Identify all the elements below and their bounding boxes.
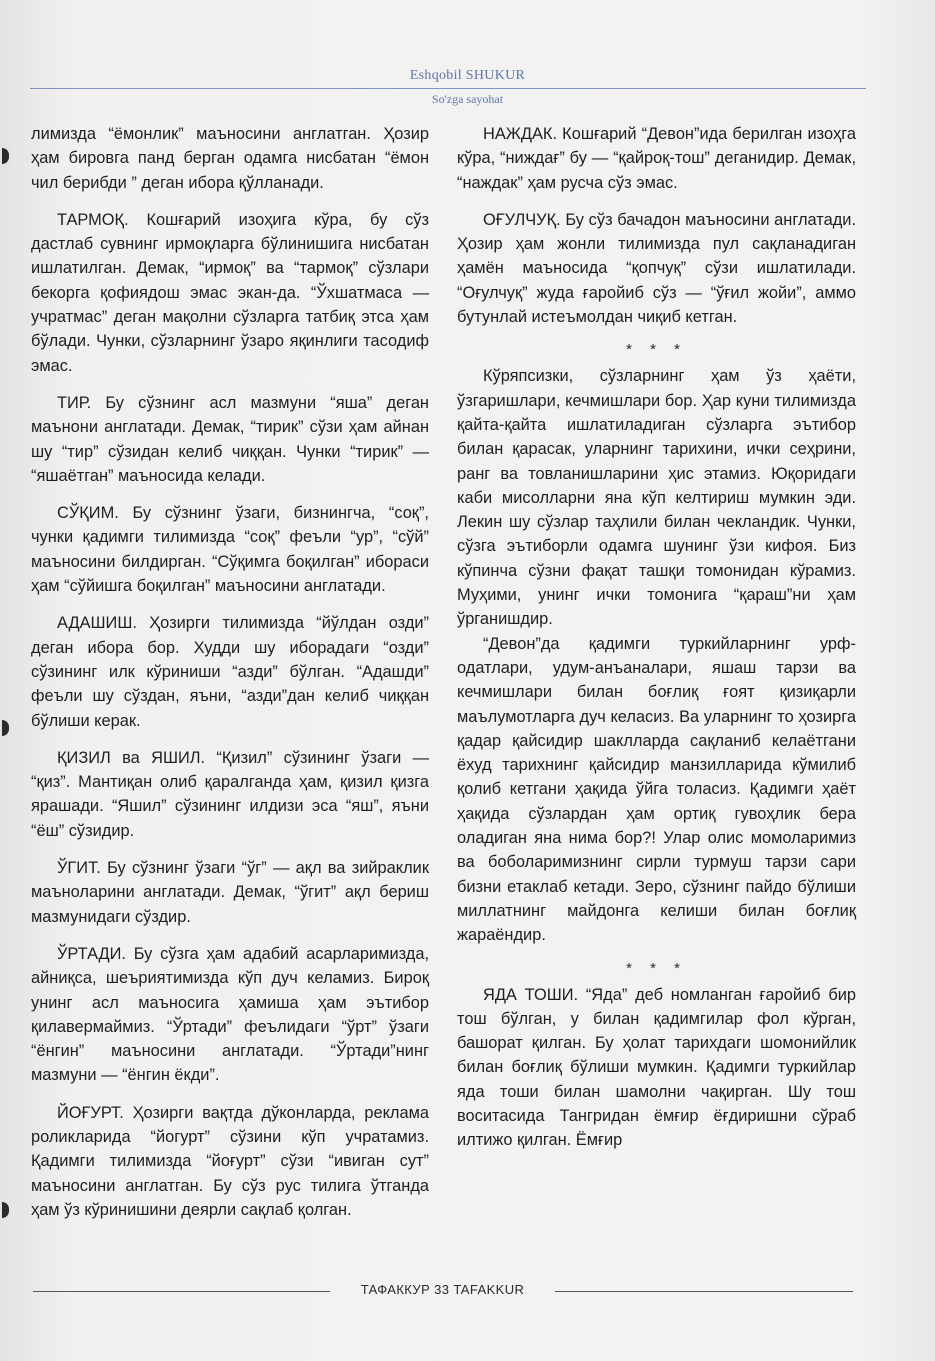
entry-qizil-yashil: ҚИЗИЛ ва ЯШИЛ. “Қизил” сўзининг ўзаги — “қиз”. Мантиқан олиб қаралганда ҳам, қизил қизга ярашади. “Яшил” сўзининг илдизи эса “яш”, яъни “ёш” сўзидир. [31, 748, 429, 840]
left-column [31, 122, 429, 1222]
footer-page-number: ТАФАККУР 33 TAFAKKUR [360, 1282, 525, 1297]
right-column [457, 122, 856, 1153]
footer-rule-right [555, 1291, 853, 1292]
entry-tarmoq: ТАРМОҚ. Кошғарий изоҳига кўра, бу сўз дастлаб сувнинг ирмоқларга бўлинишига нисбатан ишлатилган. Демак, “ирмоқ” ва “тармоқ” сўзлари бекорга қофиядош эмас экан-да. “Ўхшатмаса — учратмас” деган мақолни сўзларга татбиқ этса ҳам бўлади. Чунки, сўзларнинг ўзаро яқинлиги тасодиф эмас. [31, 210, 429, 375]
paragraph-devon: “Девон”да қадимги туркийларнинг урф-одатлари, удум-анъаналари, яшаш тарзи ва кечмишлари билан боғлиқ ғоят қизиқарли маълумотларга дуч келасиз. Ва уларнинг то ҳозирга қадар қайсидир шаклларда сақланиб келаётгани ёхуд тарихнинг қайсидир манзилларида кўмилиб қолиб кетгани ҳақида ўйга толасиз. Қадимги ҳаёт ҳақида сўзлардан ҳам ортиқ гувоҳлик бера оладиган яна нима бор?! Улар олис момоларимиз ва боболаримизнинг сирли турмуш тарзи сари бизни етаклаб кетади. Зеро, сўзнинг пайдо бўлиши миллатнинг майдонга келиши билан боғлиқ жараёндир. [457, 634, 856, 945]
entry-najdak: НАЖДАК. Кошғарий “Девон”ида берилган изоҳга кўра, “ниждағ” бу — “қайроқ-тош” деганидир. Демак, “наждак” ҳам русча сўз эмас. [457, 125, 856, 192]
header-subtitle: So'zga sayohat [431, 92, 504, 106]
paragraph-continued: лимизда “ёмонлик” маъносини англатган. Ҳозир ҳам бировга панд берган одамга нисбатан “ёмон чил берибди ” деган ибора қўлланади. [31, 125, 429, 192]
entry-ugit: ЎГИТ. Бу сўзнинг ўзаги “ўг” — ақл ва зийраклик маъноларини англатади. Демак, “ўгит” ақл бериш мазмунидаги сўздир. [31, 859, 429, 926]
entry-yada-toshi: ЯДА ТОШИ. “Яда” деб номланган ғаройиб бир тош бўлган, у билан қадимгилар фол кўрган, башорат қилган. Бу ҳолат тарихдаги шомонийлик билан боғлиқ бўлиши мумкин. Қадимги туркийлар яда тоши билан шамолни чақирган. Шу тош воситасида Тангридан ёмғир ёғдиришни сўраб илтижо қилган. Ёмғир [457, 985, 856, 1150]
entry-urtadi: ЎРТАДИ. Бу сўзга ҳам адабий асарларимизда, айниқса, шеъриятимизда кўп дуч келамиз. Бироқ унинг асл маъносига ҳамиша ҳам эътибор қилавермаймиз. “Ўртади” феълидаги “ўрт” ўзаги “ёнгин” маъносини англатади. “Ўртади”нинг мазмуни — “ёнгин ёкди”. [31, 944, 429, 1085]
entry-suqim: СЎҚИМ. Бу сўзнинг ўзаги, бизнингча, “соқ”, чунки қадимги тилимизда “соқ” феъли “ур”, “сўй” маъносини билдирган. “Сўқимга боқилган” ибораси ҳам “сўйишга боқилган” маъносини англатади. [31, 504, 429, 596]
entry-adashish: АДАШИШ. Ҳозирги тилимизда “йўлдан озди” деган ибора бор. Худди шу иборадаги “озди” сўзининг илк кўриниши “азди” бўлган. “Адашди” феъли шу сўздан, яъни, “азди”дан келиб чиққан бўлиши керак. [31, 614, 429, 730]
entry-tir: ТИР. Бу сўзнинг асл мазмуни “яша” деган маънони англатади. Демак, “тирик” сўзи ҳам айнан шу “тир” сўзидан келиб чиққан. Чунки “тирик” — “яшаётган” маъносида келади. [31, 393, 429, 485]
running-header [0, 68, 935, 84]
entry-ogulchuq: ОҒУЛЧУҚ. Бу сўз бачадон маъносини англатади. Ҳозир ҳам жонли тилимизда пул сақланадиган ҳамён маъносида “қопчуқ” сўзи ишлатилади. “Оғулчуқ” жуда ғаройиб сўз — “ўғил жойи”, аммо бутунлай истеъмолдан чиқиб кетган. [457, 210, 856, 327]
section-divider: * * * [626, 959, 687, 977]
section-divider: * * * [626, 341, 687, 359]
paragraph-reflection: Кўряпсизки, сўзларнинг ҳам ўз ҳаёти, ўзгаришлари, кечмишлари бор. Ҳар куни тилимизда қайта-қайта ишлатиладиган сўзларга эътибор билан қарасак, уларнинг тарихини, ички сеҳрини, ранг ва товланишларини ҳис этамиз. Юқоридаги каби мисолларни яна кўп келтириш мумкин эди. Лекин шу сўзлар таҳлили билан чекландик. Чунки, сўзга эътиборли одамга шунинг ўзи кифоя. Биз кўпинча сўзни фақат ташқи томонидан кўрамиз. Муҳими, унинг ички томонига “қараш”ни ҳам ўрганишдир. [457, 367, 856, 629]
entry-yogurt: ЙОҒУРТ. Ҳозирги вақтда дўконларда, реклама роликларида “йогурт” сўзини кўп учратамиз. Қадимги тилимизда “йоғурт” сўзи “ивиган сут” маъносини англатган. Бу сўз рус тилига ўтганда ҳам ўз кўринишини деярли сақлаб қолган. [31, 1103, 429, 1219]
header-rule [30, 88, 866, 89]
footer-rule-left [33, 1291, 330, 1292]
page-footer [0, 1282, 935, 1302]
header-author: Eshqobil SHUKUR [409, 68, 526, 83]
